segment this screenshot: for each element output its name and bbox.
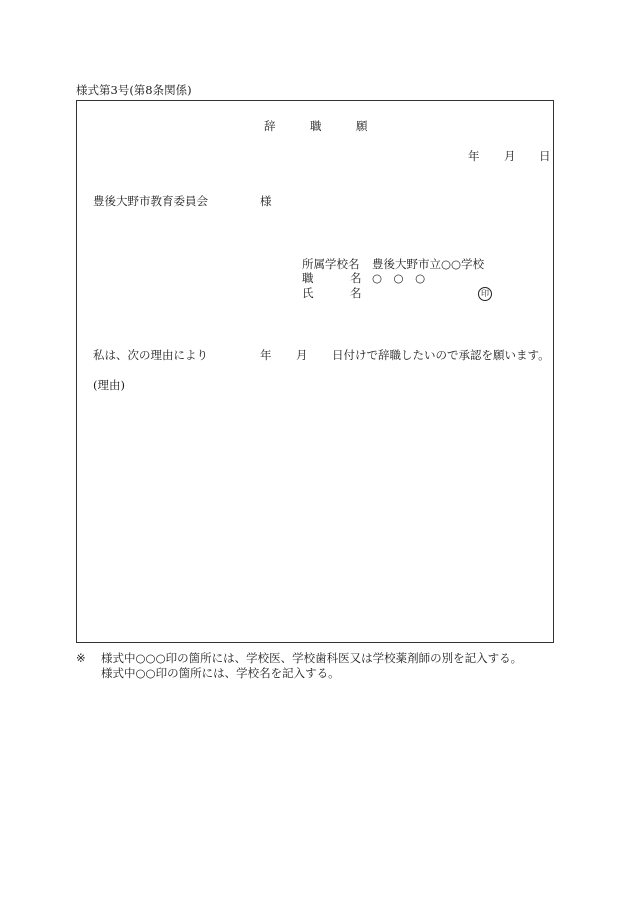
school-value: 豊後大野市立○○学校 [372, 257, 485, 271]
note-line-1: 様式中○○○印の箇所には、学校医、学校歯科医又は学校薬剤師の別を記入する。 [101, 651, 523, 665]
seal-stamp: 印 [478, 287, 492, 301]
date-day: 日 [539, 149, 551, 163]
form-label: 様式第3号(第8条関係) [76, 83, 192, 97]
title-char-3: 願 [356, 119, 368, 133]
name-label-2: 名 [350, 286, 362, 300]
statement-suffix: 日付けで辞職したいので承認を願います。 [332, 348, 550, 362]
name-label-1: 氏 [302, 286, 314, 300]
date-month: 月 [504, 149, 516, 163]
statement-month: 月 [296, 348, 308, 362]
title-char-2: 職 [310, 119, 322, 133]
date-year: 年 [468, 149, 480, 163]
form-box [76, 100, 554, 643]
school-label: 所属学校名 [302, 257, 360, 271]
position-value: ○ ○ ○ [372, 271, 426, 285]
reason-label: (理由) [93, 378, 125, 392]
position-label-1: 職 [302, 271, 314, 285]
addressee-honorific: 様 [260, 194, 272, 208]
note-mark: ※ [76, 651, 86, 665]
statement-year: 年 [260, 348, 272, 362]
note-line-2: 様式中○○印の箇所には、学校名を記入する。 [101, 666, 340, 680]
addressee-name: 豊後大野市教育委員会 [93, 194, 208, 208]
statement-prefix: 私は、次の理由により [93, 348, 208, 362]
position-label-2: 名 [350, 271, 362, 285]
title-char-1: 辞 [264, 119, 276, 133]
